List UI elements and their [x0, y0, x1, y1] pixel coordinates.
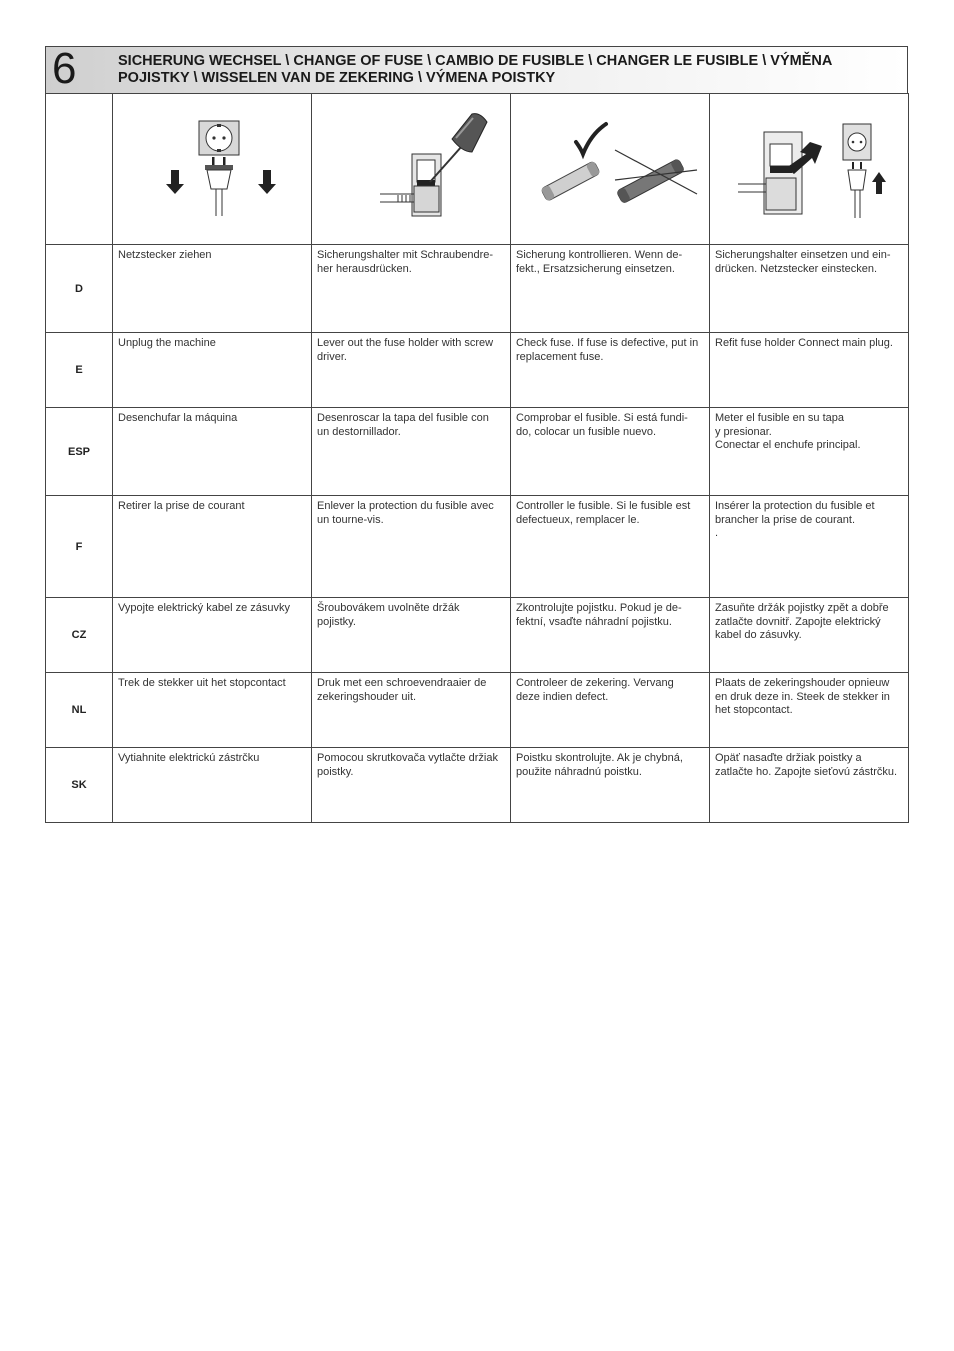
step-2-text: Šroubovákem uvolněte držák pojistky.: [312, 598, 511, 673]
row-cz: [46, 598, 909, 673]
step-3-text: Check fuse. If fuse is defective, put in replacement fuse.: [511, 333, 710, 408]
step-3-text: Zkontrolujte pojistku. Pokud je de- fektní, vsaďte náhradní pojistku.: [511, 598, 710, 673]
fuse-check-illustration: [511, 94, 710, 245]
section-number: 6: [52, 44, 77, 93]
step-3-text: Controleer de zekering. Vervang deze indien defect.: [511, 673, 710, 748]
step-3-text: Sicherung kontrollieren. Wenn de- fekt., Ersatzsicherung einsetzen.: [511, 245, 710, 333]
row-esp: [46, 408, 909, 496]
row-d: [46, 245, 909, 333]
step-1-text: Trek de stekker uit het stopcontact: [113, 673, 312, 748]
row-nl: [46, 673, 909, 748]
step-3-text: Controller le fusible. Si le fusible est defectueux, remplacer le.: [511, 496, 710, 598]
illustration-row: [46, 94, 909, 245]
step-4-text: Refit fuse holder Connect main plug.: [710, 333, 909, 408]
instruction-table: [45, 93, 909, 823]
row-e: [46, 333, 909, 408]
language-code: E: [46, 333, 113, 408]
language-code: D: [46, 245, 113, 333]
step-1-text: Retirer la prise de courant: [113, 496, 312, 598]
step-4-text: Insérer la protection du fusible et brancher la prise de courant. .: [710, 496, 909, 598]
step-1-text: Vypojte elektrický kabel ze zásuvky: [113, 598, 312, 673]
language-code: ESP: [46, 408, 113, 496]
step-4-text: Sicherungshalter einsetzen und ein- drücken. Netzstecker einstecken.: [710, 245, 909, 333]
step-4-text: Zasuňte držák pojistky zpět a dobře zatlačte dovnitř. Zapojte elektrický kabel do zásuvky.: [710, 598, 909, 673]
row-sk: [46, 748, 909, 823]
step-2-text: Lever out the fuse holder with screw driver.: [312, 333, 511, 408]
screwdriver-fuse-holder-illustration: [312, 94, 511, 245]
step-1-text: Unplug the machine: [113, 333, 312, 408]
row-f: [46, 496, 909, 598]
step-1-text: Netzstecker ziehen: [113, 245, 312, 333]
unplug-illustration: [113, 94, 312, 245]
step-3-text: Comprobar el fusible. Si está fundi- do, colocar un fusible nuevo.: [511, 408, 710, 496]
language-code: SK: [46, 748, 113, 823]
step-4-text: Plaats de zekeringshouder opnieuw en druk deze in. Steek de stekker in het stopcontact.: [710, 673, 909, 748]
step-3-text: Poistku skontrolujte. Ak je chybná, použite náhradnú poistku.: [511, 748, 710, 823]
step-4-text: Opäť nasaďte držiak poistky a zatlačte ho. Zapojte sieťovú zástrčku.: [710, 748, 909, 823]
fuse-change-sheet: [45, 46, 908, 823]
step-2-text: Druk met een schroevendraaier de zekeringshouder uit.: [312, 673, 511, 748]
step-2-text: Pomocou skrutkovača vytlačte držiak poistky.: [312, 748, 511, 823]
language-code: NL: [46, 673, 113, 748]
language-code: CZ: [46, 598, 113, 673]
section-title: SICHERUNG WECHSEL \ CHANGE OF FUSE \ CAMBIO DE FUSIBLE \ CHANGER LE FUSIBLE \ VÝMĚNA POJISTKY \ WISSELEN VAN DE ZEKERING \ VÝMENA POISTKY: [118, 53, 832, 86]
step-2-text: Sicherungshalter mit Schraubendre- her herausdrücken.: [312, 245, 511, 333]
step-4-text: Meter el fusible en su tapa y presionar. Conectar el enchufe principal.: [710, 408, 909, 496]
language-code: F: [46, 496, 113, 598]
section-header: [45, 46, 908, 94]
step-1-text: Vytiahnite elektrickú zástrčku: [113, 748, 312, 823]
step-2-text: Enlever la protection du fusible avec un tourne-vis.: [312, 496, 511, 598]
step-1-text: Desenchufar la máquina: [113, 408, 312, 496]
refit-fuse-holder-illustration: [710, 94, 909, 245]
step-2-text: Desenroscar la tapa del fusible con un destornillador.: [312, 408, 511, 496]
empty-corner-cell: [46, 94, 113, 245]
